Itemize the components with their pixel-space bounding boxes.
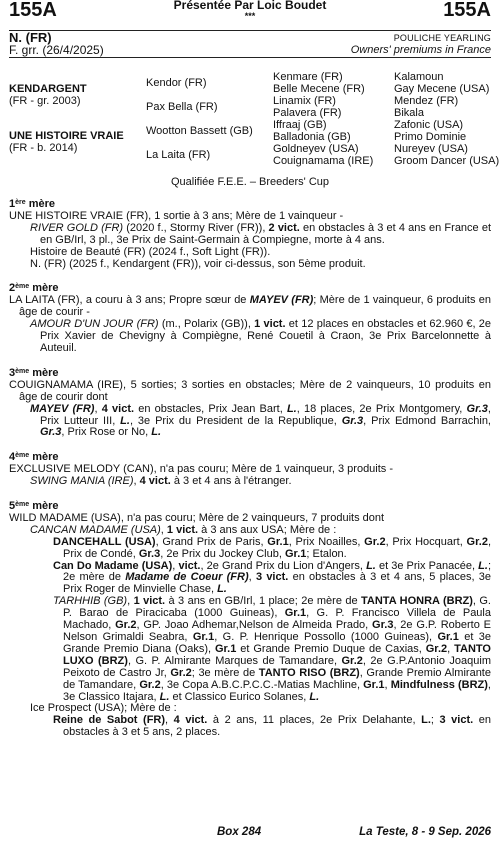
gen3-left: Balladonia (GB) (273, 131, 351, 143)
top-rule (9, 30, 491, 31)
section-title-1: 1ère mère (9, 198, 55, 210)
produce-entry: Reine de Sabot (FR), 4 vict. à 2 ans, 11 places, 2e Prix Delahante, L.; 3 vict. en obstacles à 3 et 5 ans, 2 places. (53, 714, 491, 739)
lot-number-left: 155A (9, 0, 57, 21)
produce-entry: AMOUR D'UN JOUR (FR) (m., Polarix (GB)), 1 vict. et 12 places en obstacles et 62.960 €, 2e Prix Xavier de Chevigny à Compiègne, René Couetil à Craon, 3e Prix Barcelonnette à Auteuil. (30, 318, 491, 354)
qualification: Qualifiée F.E.E. – Breeders' Cup (170, 176, 329, 188)
section-intro-5: WILD MADAME (USA), n'a pas couru; Mère de 2 vainqueurs, 7 produits dont (9, 511, 385, 524)
premiums: Owners' premiums in France (350, 44, 491, 56)
grandparent: La Laita (FR) (146, 149, 211, 161)
gen3-right: Mendez (FR) (394, 95, 459, 107)
section-title-2: 2ème mère (9, 282, 59, 295)
grandparent: Kendor (FR) (146, 77, 207, 89)
gen3-right: Zafonic (USA) (394, 119, 464, 131)
stars: *** (244, 11, 256, 21)
grandparent: Pax Bella (FR) (146, 101, 218, 113)
gen3-right: Kalamoun (394, 71, 444, 83)
gen3-left: Linamix (FR) (273, 95, 336, 107)
sire-info: (FR - gr. 2003) (9, 95, 81, 107)
dam-info: (FR - b. 2014) (9, 142, 78, 154)
grandparent: Wootton Bassett (GB) (146, 125, 253, 137)
gen3-left: Palavera (FR) (273, 107, 342, 119)
section-intro-4: EXCLUSIVE MELODY (CAN), n'a pas couru; Mère de 1 vainqueur, 3 produits - (9, 463, 394, 476)
section-title-5: 5ème mère (9, 500, 59, 513)
section-intro-2: LA LAITA (FR), a couru à 3 ans; Propre sœur de MAYEV (FR); Mère de 1 vainqueur, 6 produits en âge de courir - (9, 294, 491, 319)
produce-entry: RIVER GOLD (FR) (2020 f., Stormy River (FR)), 2 vict. en obstacles à 3 et 4 ans en France et en GB/Irl, 3 pl., 3e Prix de Saint-Germain à Compiegne, morte à 4 ans. (30, 221, 491, 246)
section-title-4: 4ème mère (9, 451, 59, 464)
produce-entry: Can Do Madame (USA), vict., 2e Grand Prix du Lion d'Angers, L. et 3e Prix Panacée, L.; 2e mère de Madame de Coeur (FR), 3 vict. en obstacles à 3 et 4 ans, 5 places, 3e Prix Roger de Minvielle Chase, L. (53, 559, 492, 596)
horse-details: F. grr. (26/4/2025) (9, 43, 104, 57)
produce-entry: N. (FR) (2025 f., Kendargent (FR)), voir ci-dessus, son 5ème produit. (30, 257, 366, 270)
family-body (9, 197, 491, 739)
gen3-right: Groom Dancer (USA) (394, 155, 500, 167)
produce-entry: Histoire de Beauté (FR) (2024 f., Soft Light (FR)). (30, 245, 271, 258)
lot-number-right: 155A (443, 0, 491, 21)
produce-entry: CANCAN MADAME (USA), 1 vict. à 3 ans aux USA; Mère de : (30, 523, 337, 536)
gen3-right: Gay Mecene (USA) (394, 83, 490, 95)
section-title-3: 3ème mère (9, 366, 59, 379)
horse-name: N. (FR) (9, 30, 52, 45)
dam-name: UNE HISTOIRE VRAIE (9, 130, 124, 142)
produce-entry: DANCEHALL (USA), Grand Prix de Paris, Gr.1, Prix Noailles, Gr.2, Prix Hocquart, Gr.2, Prix de Condé, Gr.3, 2e Prix du Jockey Club, Gr.1; Etalon. (53, 535, 491, 560)
gen3-left: Goldneyev (USA) (273, 143, 359, 155)
produce-entry: Ice Prospect (USA); Mère de : (30, 702, 177, 715)
sale-info: La Teste, 8 - 9 Sep. 2026 (359, 826, 491, 838)
section-intro-3: COUIGNAMAMA (IRE), 5 sorties; 3 sorties en obstacles; Mère de 2 vainqueurs, 10 produits en âge de courir dont (9, 378, 491, 403)
presenter: Présentée Par Loic Boudet (173, 0, 327, 12)
bottom-rule (9, 57, 491, 58)
gen3-right: Nureyev (USA) (394, 143, 468, 155)
section-intro-1: UNE HISTOIRE VRAIE (FR), 1 sortie à 3 ans; Mère de 1 vainqueur - (9, 209, 344, 222)
gen3-left: Couignamama (IRE) (273, 155, 374, 167)
produce-entry: MAYEV (FR), 4 vict. en obstacles, Prix Jean Bart, L., 18 places, 2e Prix Montgomery, Gr.3, Prix Lutteur III, L., 3e Prix du President de la Republique, Gr.3, Prix Edmond Barrachin, Gr.3, Prix Rose or No, L. (30, 402, 491, 439)
produce-entry: SWING MANIA (IRE), 4 vict. à 3 et 4 ans à l'étranger. (30, 475, 292, 488)
gen3-right: Bikala (394, 107, 424, 119)
box-number: Box 284 (217, 826, 262, 838)
gen3-left: Iffraaj (GB) (273, 119, 327, 131)
gen3-left: Kenmare (FR) (273, 71, 343, 83)
category: POULICHE YEARLING (393, 33, 491, 43)
gen3-right: Primo Dominie (394, 131, 467, 143)
sire-name: KENDARGENT (9, 83, 87, 95)
gen3-left: Belle Mecene (FR) (273, 83, 365, 95)
produce-entry: TARHHIB (GB), 1 vict. à 3 ans en GB/Irl, 1 place; 2e mère de TANTA HONRA (BRZ), G. P. Barao de Piracicaba (1000 Guineas), Gr.1, G. P. Francisco Villela de Paula Machado, Gr.2, GP. Joao Adhemar,Nelson de Almeida Prado, Gr.3, 2e G.P. Roberto E Nelson Grimaldi Seabra, Gr.1, G. P. Henrique Possollo (1000 Guineas), Gr.1 et 3e Grande Premio Diana (Oaks), Gr.1 et Grande Premio Duque de Caxias, Gr.2, TANTO LUXO (BRZ), G. P. Almirante Marques de Tamandare, Gr.2, 2e G.P.Antonio Joaquim Peixoto de Castro Jr, Gr.2; 3e mère de TANTO RISO (BRZ), Grande Premio Almirante de Tamandare, Gr.2, 3e Copa A.B.C.P.C.C.-Matias Machline, Gr.1, Mindfulness (BRZ), 3e Classico Itajara, L. et Classico Eurico Solanes, L. (53, 595, 491, 703)
